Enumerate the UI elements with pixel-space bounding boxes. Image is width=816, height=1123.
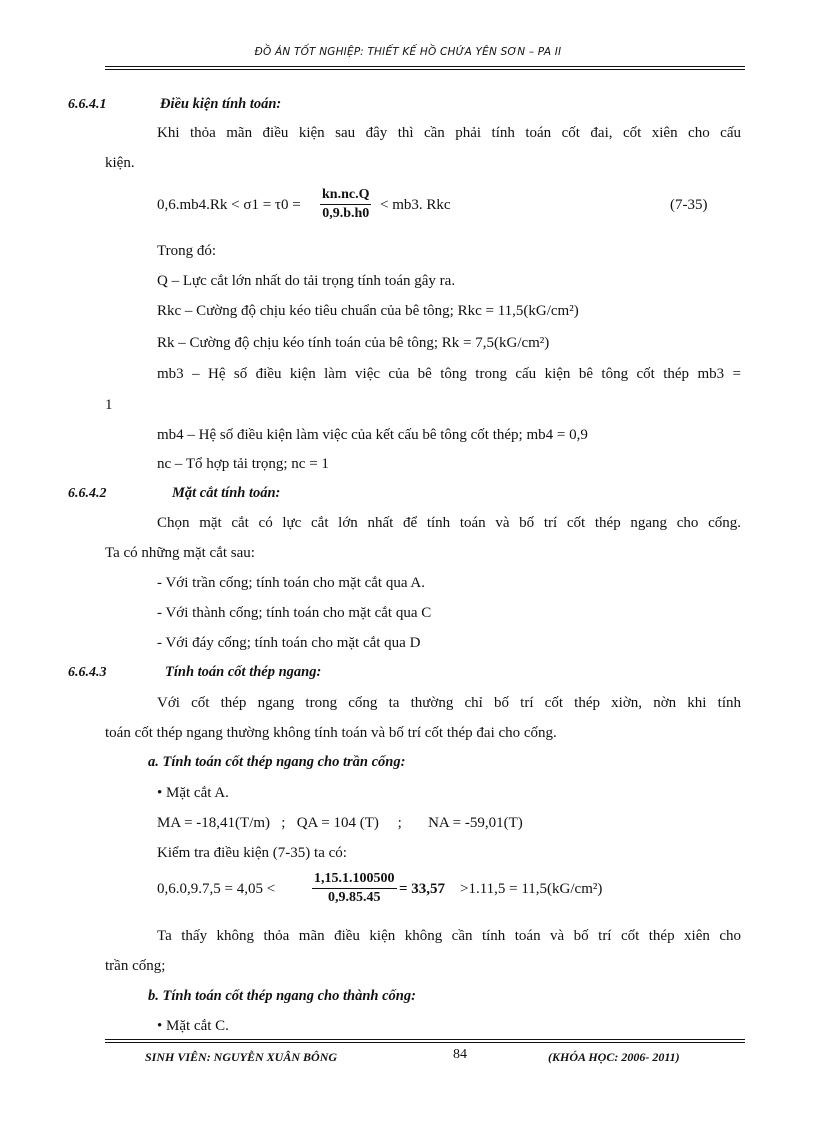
page-number: 84 [453,1047,467,1062]
formula-fraction [320,187,371,222]
section-title: Điều kiện tính toán: [160,96,282,112]
paragraph-line: Ta thấy không thỏa mãn điều kiện không cần tính toán và bố trí cốt thép xiên cho [157,928,741,944]
calc-result: = 33,57 [399,881,446,897]
definition-line: mb4 – Hệ số điều kiện làm việc của kết cấu bê tông cốt thép; mb4 = 0,9 [157,427,588,443]
definition-line: 1 [105,397,113,413]
fraction-denominator: 0,9.85.45 [328,890,381,905]
formula-right: < mb3. Rkc [380,197,451,213]
paragraph-line: toán cốt thép ngang thường không tính toán và bố trí cốt thép đai cho cống. [105,725,557,741]
equation-number: (7-35) [670,197,708,213]
footer-course: (KHÓA HỌC: 2006- 2011) [548,1050,680,1064]
header-rule-bottom [105,69,745,70]
paragraph-line: Với cốt thép ngang trong cống ta thường chỉ bố trí cốt thép xiờn, nờn khi tính [157,695,741,711]
definition-line: Q – Lực cắt lớn nhất do tải trọng tính toán gây ra. [157,273,456,289]
paragraph-line: kiện. [105,155,135,171]
section-number: 6.6.4.2 [68,486,107,501]
fraction-numerator: 1,15.1.100500 [312,871,397,889]
calc-right: >1.11,5 = 11,5(kG/cm²) [460,881,603,897]
subsection-title: a. Tính toán cốt thép ngang cho trần cống: [148,754,406,770]
paragraph-line: trần cống; [105,958,166,974]
list-item: - Với đáy cống; tính toán cho mặt cắt qua D [157,635,421,651]
paragraph-line: Chọn mặt cắt có lực cắt lớn nhất để tính toán và bố trí cốt thép ngang cho cống. [157,515,741,531]
running-header: ĐỒ ÁN TỐT NGHIỆP: THIẾT KẾ HỒ CHỨA YÊN SƠN – PA II [254,46,562,58]
fraction-denominator: 0,9.b.h0 [322,206,370,221]
section-number: 6.6.4.3 [68,665,107,680]
calc-left: 0,6.0,9.7,5 = 4,05 < [157,881,276,897]
header-rule-top [105,66,745,67]
list-item: - Với trần cống; tính toán cho mặt cắt qua A. [157,575,426,591]
force-values: MA = -18,41(T/m) ; QA = 104 (T) ; NA = -59,01(T) [157,815,523,831]
section-title: Mặt cắt tính toán: [172,485,281,501]
footer-rule-bottom [105,1042,745,1043]
subsection-title: b. Tính toán cốt thép ngang cho thành cống: [148,988,416,1004]
list-item: • Mặt cắt A. [157,785,229,801]
footer-rule-top [105,1039,745,1040]
list-item: - Với thành cống; tính toán cho mặt cắt qua C [157,605,432,621]
list-item: • Mặt cắt C. [157,1018,229,1034]
calc-fraction [312,871,397,906]
paragraph-line: Khi thỏa mãn điều kiện sau đây thì cần phải tính toán cốt đai, cốt xiên cho cấu [157,125,741,141]
definition-line: Rkc – Cường độ chịu kéo tiêu chuẩn của bê tông; Rkc = 11,5(kG/cm²) [157,303,579,319]
footer-student: SINH VIÊN: NGUYỄN XUÂN BÔNG [145,1050,338,1064]
paragraph-line: Kiểm tra điều kiện (7-35) ta có: [157,845,347,861]
definition-line: mb3 – Hệ số điều kiện làm việc của bê tông trong cấu kiện bê tông cốt thép mb3 = [157,366,741,382]
fraction-numerator: kn.nc.Q [320,187,371,205]
formula-left: 0,6.mb4.Rk < σ1 = τ0 = [157,197,301,213]
definition-intro: Trong đó: [157,243,217,259]
section-number: 6.6.4.1 [68,97,107,112]
definition-line: nc – Tổ hợp tải trọng; nc = 1 [157,456,329,472]
section-title: Tính toán cốt thép ngang: [165,664,322,680]
paragraph-line: Ta có những mặt cắt sau: [105,545,255,561]
definition-line: Rk – Cường độ chịu kéo tính toán của bê tông; Rk = 7,5(kG/cm²) [157,335,550,351]
